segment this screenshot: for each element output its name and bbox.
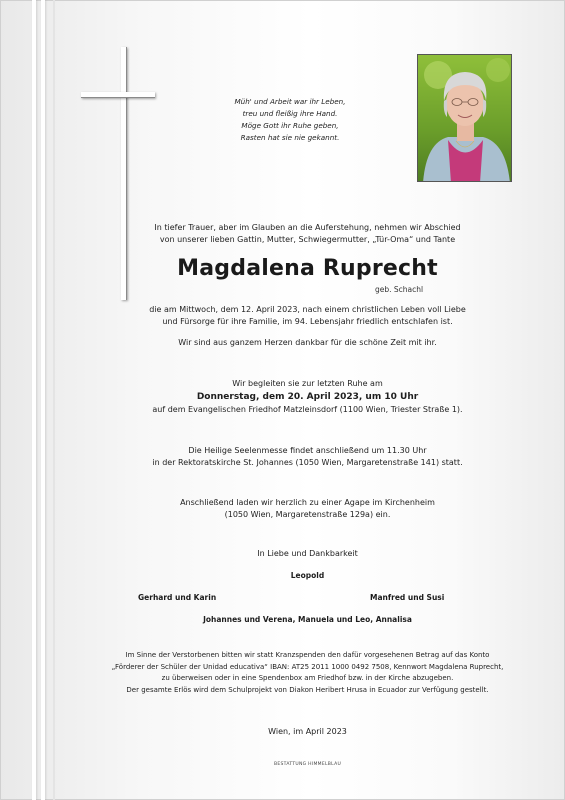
death-text [100, 304, 515, 328]
agape-line: (1050 Wien, Margaretenstraße 129a) ein. [224, 510, 391, 519]
funeral-info [100, 378, 515, 416]
funeral-date: Donnerstag, dem 20. April 2023, um 10 Uhr [196, 392, 419, 402]
thanks-line: Wir sind aus ganzem Herzen dankbar für die schöne Zeit mit ihr. [178, 338, 437, 347]
decorative-line [53, 0, 55, 800]
poem-line: Müh' und Arbeit war ihr Leben, [234, 97, 346, 106]
death-line: und Fürsorge für ihre Familie, im 94. Lebensjahr friedlich entschlafen ist. [162, 317, 453, 326]
donation-line: Im Sinne der Verstorbenen bitten wir statt Kranzspenden den dafür vorgesehenen Betrag auf das Konto [125, 651, 490, 659]
mourner-right: Manfred und Susi [370, 593, 445, 602]
closing-line: In Liebe und Dankbarkeit [257, 549, 358, 558]
donation-line: „Förderer der Schüler der Unidad educativa“ IBAN: AT25 2011 1000 0492 7508, Kennwort Magdalena Ruprecht, [111, 662, 504, 671]
poem-line: Rasten hat sie nie gekannt. [240, 133, 340, 142]
donation-line: zu überweisen oder in eine Spendenbox am Friedhof bzw. in der Kirche abzugeben. [161, 674, 454, 682]
birth-name: geb. Schachl [375, 285, 424, 294]
funeral-home-logo: BESTATTUNG HIMMELBLAU [273, 762, 342, 767]
portrait-photo [417, 54, 512, 182]
donation-line: Der gesamte Erlös wird dem Schulprojekt von Diakon Heribert Hrusa in Ecuador zur Verfügung gestellt. [126, 685, 489, 694]
mourner-spouse [100, 570, 515, 582]
poem [190, 96, 390, 144]
mass-info [100, 445, 515, 469]
funeral-place: auf dem Evangelischen Friedhof Matzleinsdorf (1100 Wien, Triester Straße 1). [152, 405, 463, 414]
agape-info [100, 497, 515, 521]
mourner-grandchildren [100, 614, 515, 626]
mourner-name: Leopold [290, 571, 325, 580]
mass-line: in der Rektoratskirche St. Johannes (1050 Wien, Margaretenstraße 141) statt. [152, 458, 463, 467]
poem-line: treu und fleißig ihre Hand. [242, 109, 338, 118]
mourner-left: Gerhard und Karin [138, 593, 217, 602]
mass-line: Die Heilige Seelenmesse findet anschließend um 11.30 Uhr [188, 446, 427, 455]
cross-icon-bar [81, 92, 155, 98]
thanks-text [100, 337, 515, 349]
decorative-line [41, 0, 45, 800]
death-line: die am Mittwoch, dem 12. April 2023, nach einem christlichen Leben voll Liebe [149, 305, 466, 314]
poem-line: Möge Gott ihr Ruhe geben, [241, 121, 339, 130]
mourner-name: Johannes und Verena, Manuela und Leo, Annalisa [203, 615, 412, 624]
closing-text [100, 548, 515, 560]
place-date [100, 726, 515, 738]
funeral-intro: Wir begleiten sie zur letzten Ruhe am [232, 379, 383, 388]
donation-text [100, 650, 515, 696]
agape-line: Anschließend laden wir herzlich zu einer Agape im Kirchenheim [180, 498, 435, 507]
decorative-line [32, 0, 36, 800]
deceased-name: Magdalena Ruprecht [177, 256, 438, 281]
intro-text [100, 222, 515, 246]
place-date-line: Wien, im April 2023 [268, 727, 347, 736]
intro-line: von unserer lieben Gattin, Mutter, Schwiegermutter, „Tür-Oma“ und Tante [159, 235, 456, 244]
intro-line: In tiefer Trauer, aber im Glauben an die Auferstehung, nehmen wir Abschied [154, 223, 461, 232]
